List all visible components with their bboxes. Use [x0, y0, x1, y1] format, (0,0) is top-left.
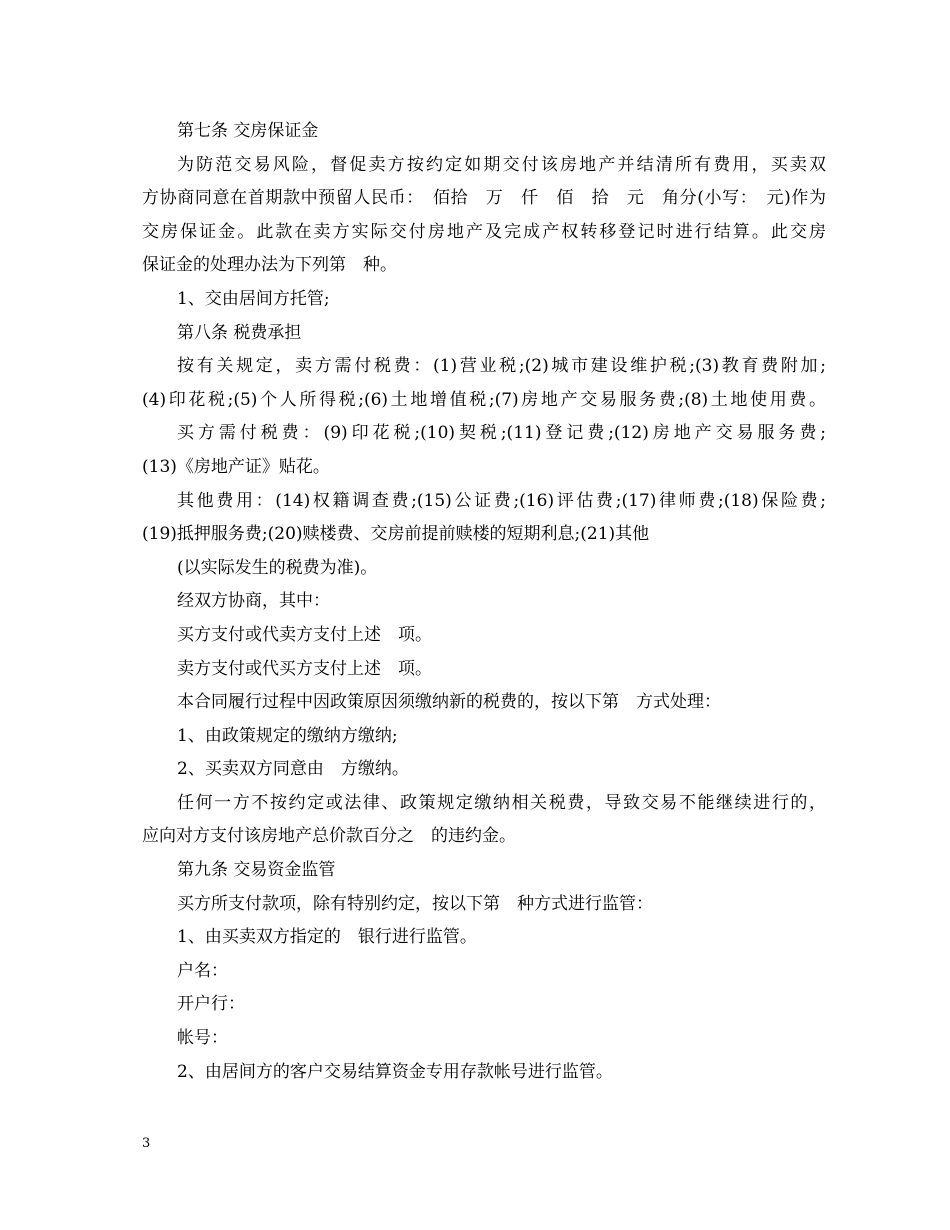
paragraph-line: 为防范交易风险，督促卖方按约定如期交付该房地产并结清所有费用，买卖双: [177, 154, 826, 175]
article-7-heading: 第七条 交房保证金: [177, 121, 319, 141]
paragraph-line: 交房保证金。此款在卖方实际交付房地产及完成产权转移登记时进行结算。此交房: [142, 221, 826, 242]
paragraph-line: 买方需付税费：(9)印花税;(10)契税;(11)登记费;(12)房地产交易服务费;: [177, 423, 826, 444]
paragraph-line: 本合同履行过程中因政策原因须缴纳新的税费的，按以下第 方式处理：: [177, 692, 721, 713]
paragraph-line: 保证金的处理办法为下列第 种。: [142, 255, 397, 276]
account-name-label: 户名：: [177, 960, 228, 981]
list-item: 2、买卖双方同意由 方缴纳。: [177, 759, 409, 780]
list-item: 2、由居间方的客户交易结算资金专用存款帐号进行监管。: [177, 1061, 613, 1082]
paragraph-line: 经双方协商，其中：: [177, 591, 330, 612]
paragraph-line: 卖方支付或代买方支付上述 项。: [177, 658, 432, 679]
article-9-heading: 第九条 交易资金监管: [177, 860, 336, 881]
paragraph-line: (13)《房地产证》贴花。: [142, 456, 330, 477]
paragraph-line: (以实际发生的税费为准)。: [177, 557, 378, 578]
paragraph-line: 买方所支付款项，除有特别约定，按以下第 种方式进行监管：: [177, 893, 653, 914]
paragraph-line: 应向对方支付该房地产总价款百分之 的违约金。: [142, 826, 516, 847]
account-number-label: 帐号：: [177, 1028, 228, 1049]
paragraph-line: (4)印花税;(5)个人所得税;(6)土地增值税;(7)房地产交易服务费;(8)土地使用费。: [142, 389, 826, 410]
paragraph-line: 按有关规定，卖方需付税费：(1)营业税;(2)城市建设维护税;(3)教育费附加;: [177, 356, 826, 377]
list-item: 1、由买卖双方指定的 银行进行监管。: [177, 927, 477, 948]
list-item: 1、由政策规定的缴纳方缴纳;: [177, 725, 398, 746]
paragraph-line: 其他费用：(14)权籍调查费;(15)公证费;(16)评估费;(17)律师费;(18)保险费;: [177, 490, 826, 511]
page-number: 3: [142, 1136, 151, 1151]
paragraph-line: (19)抵押服务费;(20)赎楼费、交房前提前赎楼的短期利息;(21)其他: [142, 524, 650, 545]
bank-branch-label: 开户行：: [177, 994, 245, 1015]
paragraph-line: 方协商同意在首期款中预留人民币： 佰拾 万 仟 佰 拾 元 角分(小写： 元)作为: [142, 188, 826, 209]
list-item: 1、交由居间方托管;: [177, 288, 330, 309]
article-8-heading: 第八条 税费承担: [177, 322, 302, 343]
document-body: [142, 117, 826, 1091]
paragraph-line: 任何一方不按约定或法律、政策规定缴纳相关税费，导致交易不能继续进行的，: [177, 792, 826, 813]
paragraph-line: 买方支付或代卖方支付上述 项。: [177, 624, 432, 645]
